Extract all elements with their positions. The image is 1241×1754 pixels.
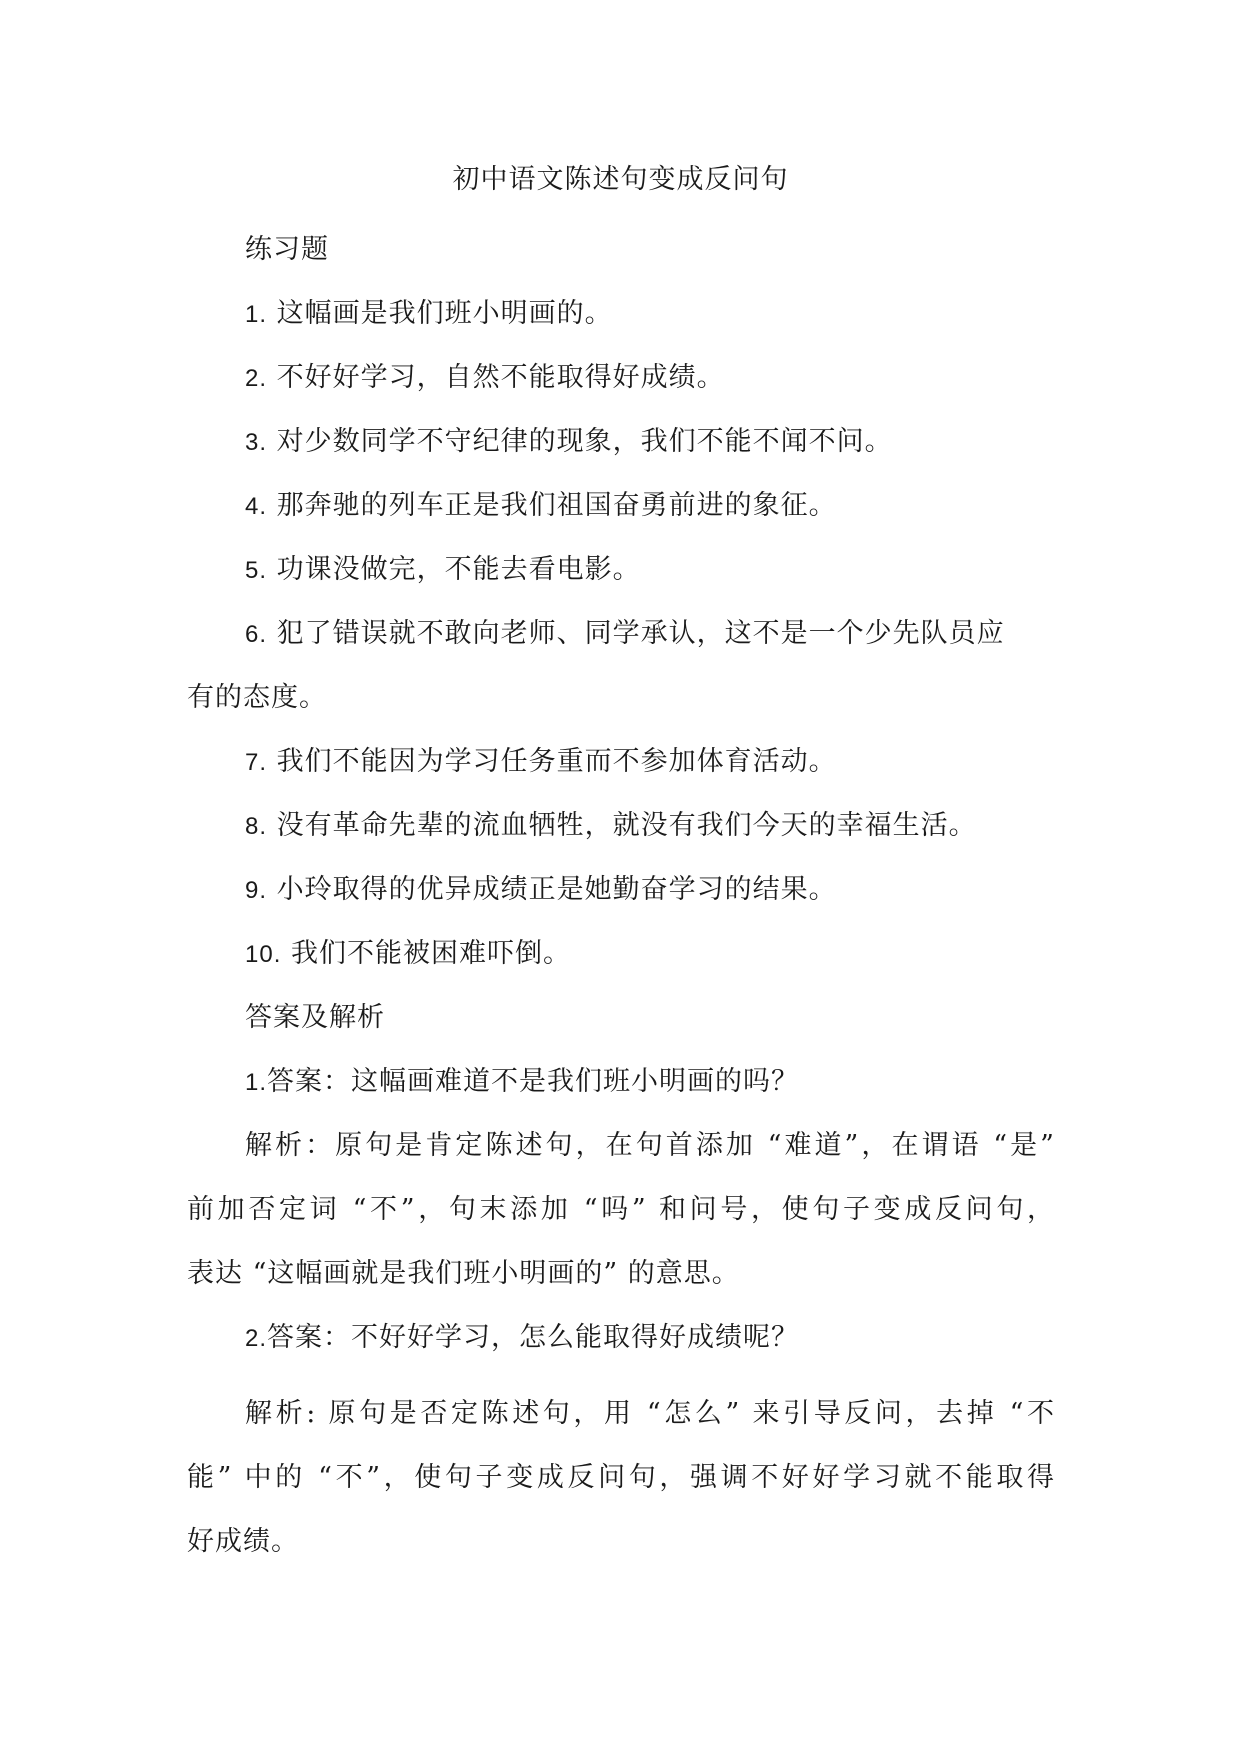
exercise-heading: 练习题 [245, 234, 329, 265]
exercise-number: 1. [245, 301, 268, 328]
exercise-number: 3. [245, 429, 268, 456]
exercise-item-6-continuation: 有的态度。 [187, 682, 327, 713]
exercise-text: 我们不能被困难吓倒。 [290, 938, 571, 969]
answer-item-1 [245, 1062, 799, 1103]
analysis-text: 解析: 原句是否定陈述句，用 “怎么” 来引导反问，去掉 “不 [245, 1398, 1055, 1429]
analysis-2-line-1 [245, 1394, 1055, 1434]
exercise-text: 这幅画是我们班小明画的。 [276, 298, 613, 329]
exercise-item-4 [245, 486, 837, 527]
exercise-item-8 [245, 806, 977, 847]
exercise-text: 功课没做完，不能去看电影。 [276, 554, 641, 585]
exercise-item-3 [245, 422, 893, 463]
exercise-number: 10. [245, 941, 282, 968]
exercise-number: 6. [245, 621, 268, 648]
exercise-item-9 [245, 870, 837, 911]
exercise-item-1 [245, 294, 613, 335]
exercise-number: 5. [245, 557, 268, 584]
exercise-text: 那奔驰的列车正是我们祖国奋勇前进的象征。 [276, 490, 837, 521]
exercise-text: 我们不能因为学习任务重而不参加体育活动。 [276, 746, 837, 777]
analysis-text: 前加否定词 “不”，句末添加 “吗” 和问号，使句子变成反问句， [187, 1194, 1055, 1225]
answer-number: 1. [245, 1069, 268, 1096]
exercise-number: 9. [245, 877, 268, 904]
exercise-number: 2. [245, 365, 268, 392]
exercise-text: 没有革命先辈的流血牺牲，就没有我们今天的幸福生活。 [276, 810, 977, 841]
exercise-text: 不好好学习，自然不能取得好成绩。 [276, 362, 725, 393]
document-title: 初中语文陈述句变成反问句 [452, 164, 789, 195]
analysis-2-line-2 [187, 1458, 1055, 1498]
answer-number: 2. [245, 1325, 268, 1352]
analysis-text: 解析：原句是肯定陈述句，在句首添加 “难道”，在谓语 “是” [245, 1130, 1055, 1161]
exercise-text: 犯了错误就不敢向老师、同学承认，这不是一个少先队员应 [276, 618, 1005, 649]
exercise-number: 4. [245, 493, 268, 520]
exercise-item-5 [245, 550, 641, 591]
analysis-1-line-1 [245, 1126, 1055, 1166]
exercise-item-2 [245, 358, 725, 399]
answers-heading: 答案及解析 [245, 1002, 385, 1033]
exercise-text: 对少数同学不守纪律的现象，我们不能不闻不问。 [276, 426, 893, 457]
exercise-item-10 [245, 934, 571, 975]
analysis-1-line-2 [187, 1190, 1055, 1230]
exercise-text: 小玲取得的优异成绩正是她勤奋学习的结果。 [276, 874, 837, 905]
answer-text: 答案：不好好学习，怎么能取得好成绩呢？ [267, 1322, 800, 1353]
answer-item-2 [245, 1318, 799, 1359]
exercise-item-7 [245, 742, 837, 783]
analysis-2-line-3: 好成绩。 [187, 1526, 299, 1557]
analysis-text: 能” 中的 “不”，使句子变成反问句，强调不好好学习就不能取得 [187, 1462, 1055, 1493]
exercise-number: 7. [245, 749, 268, 776]
answer-text: 答案：这幅画难道不是我们班小明画的吗？ [267, 1066, 800, 1097]
exercise-item-6 [245, 614, 1005, 655]
exercise-number: 8. [245, 813, 268, 840]
analysis-1-line-3: 表达 “这幅画就是我们班小明画的” 的意思。 [187, 1258, 740, 1289]
